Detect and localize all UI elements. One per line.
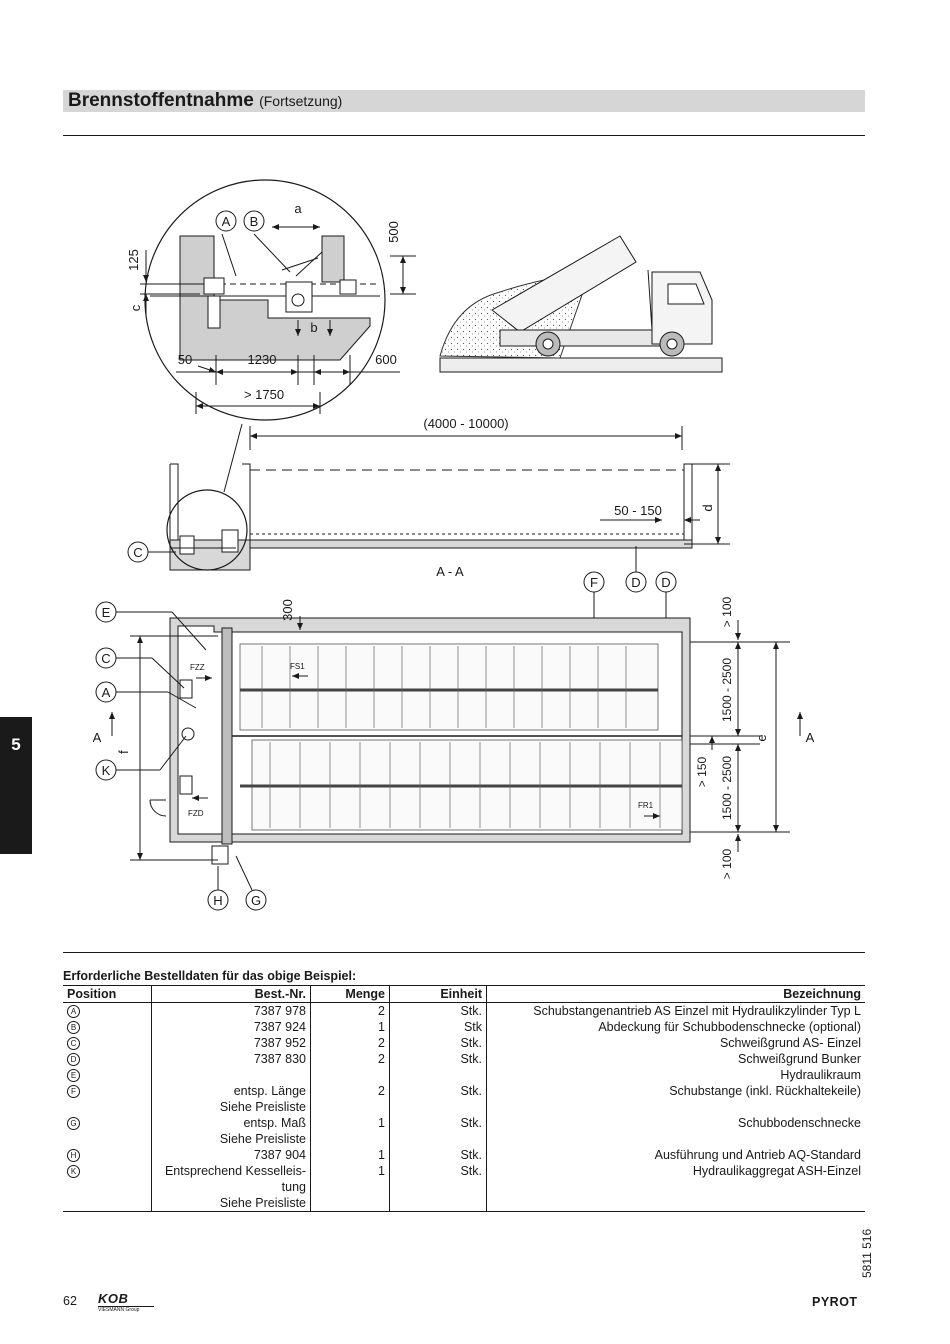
row-best-nr: Siehe Preisliste [152, 1099, 311, 1115]
row-best-nr: 7387 978 [152, 1003, 311, 1020]
row-bezeichnung: Schubstangenantrieb AS Einzel mit Hydraulikzylinder Typ L [487, 1003, 866, 1020]
table-row [63, 1083, 865, 1099]
svg-text:D: D [631, 575, 641, 590]
row-menge [311, 1179, 390, 1195]
svg-text:B: B [249, 214, 259, 229]
table-top-rule [63, 952, 865, 953]
section-mark-right: A [805, 730, 815, 745]
svg-text:E: E [101, 605, 111, 620]
row-einheit: Stk. [390, 1003, 487, 1020]
marker-b-top [244, 211, 264, 231]
row-position [63, 1003, 152, 1020]
row-menge [311, 1067, 390, 1083]
page-number: 62 [63, 1294, 77, 1308]
table-row [63, 1051, 865, 1067]
dim-f: f [116, 750, 131, 754]
row-position [63, 1051, 152, 1067]
row-best-nr: Siehe Preisliste [152, 1131, 311, 1147]
table-row [63, 1163, 865, 1179]
svg-text:A: A [101, 685, 111, 700]
row-einheit: Stk. [390, 1035, 487, 1051]
row-einheit [390, 1195, 487, 1212]
order-table [63, 985, 865, 1212]
svg-text:C: C [101, 651, 111, 666]
marker-f [584, 572, 604, 592]
row-menge: 1 [311, 1019, 390, 1035]
dim-range-length: (4000 - 10000) [423, 416, 509, 431]
flow-label-fs1: FS1 [290, 662, 305, 671]
svg-text:G: G [250, 893, 262, 908]
marker-k [96, 760, 116, 780]
dim-600: 600 [375, 352, 397, 367]
position-marker: K [67, 1165, 80, 1178]
table-row [63, 1019, 865, 1035]
row-best-nr: 7387 904 [152, 1147, 311, 1163]
brand-name: PYROT [812, 1295, 858, 1309]
marker-c-section [128, 542, 148, 562]
marker-e [96, 602, 116, 622]
svg-text:F: F [590, 575, 598, 590]
row-menge [311, 1099, 390, 1115]
svg-text:H: H [213, 893, 223, 908]
svg-text:K: K [101, 763, 111, 778]
dim-e: e [754, 734, 769, 742]
table-row [63, 1115, 865, 1131]
row-einheit: Stk [390, 1019, 487, 1035]
position-marker: A [67, 1005, 80, 1018]
row-best-nr: Siehe Preisliste [152, 1195, 311, 1212]
row-menge: 2 [311, 1051, 390, 1067]
order-caption: Erforderliche Bestelldaten für das obige Beispiel: [63, 969, 357, 983]
row-bezeichnung [487, 1179, 866, 1195]
row-position [63, 1035, 152, 1051]
dim-d: d [700, 504, 715, 512]
section-label: A - A [436, 564, 464, 579]
row-einheit: Stk. [390, 1083, 487, 1099]
page-title-main: Brennstoffentnahme [68, 90, 254, 111]
position-marker: H [67, 1149, 80, 1162]
dim-gt150: > 150 [695, 756, 709, 788]
table-row [63, 1131, 865, 1147]
dim-1500-2500-top: 1500 - 2500 [720, 657, 734, 723]
row-bezeichnung: Schubbodenschnecke [487, 1115, 866, 1131]
flow-label-fr1: FR1 [638, 801, 654, 810]
flow-label-fzz: FZZ [190, 663, 205, 672]
col-bezeichnung: Bezeichnung [487, 986, 866, 1003]
row-position [63, 1115, 152, 1131]
marker-h [208, 890, 228, 910]
table-row [63, 1067, 865, 1083]
row-bezeichnung: Schweißgrund Bunker [487, 1051, 866, 1067]
table-row [63, 1147, 865, 1163]
row-menge [311, 1195, 390, 1212]
col-best-nr: Best.-Nr. [152, 986, 311, 1003]
row-bezeichnung: Schweißgrund AS- Einzel [487, 1035, 866, 1051]
row-einheit [390, 1131, 487, 1147]
marker-d-2 [656, 572, 676, 592]
document-number: 5811 516 [860, 1228, 874, 1278]
row-position [63, 1163, 152, 1179]
svg-text:C: C [133, 545, 143, 560]
table-row [63, 1035, 865, 1051]
marker-c-plan [96, 648, 116, 668]
chapter-number: 5 [11, 735, 21, 754]
dim-50: 50 [177, 352, 193, 367]
dim-c: c [128, 304, 143, 312]
row-position [63, 1147, 152, 1163]
table-row [63, 1179, 865, 1195]
row-bezeichnung [487, 1099, 866, 1115]
dim-1500-2500-bottom: 1500 - 2500 [720, 755, 734, 821]
row-menge: 1 [311, 1115, 390, 1131]
row-einheit: Stk. [390, 1115, 487, 1131]
dim-b: b [310, 320, 318, 335]
row-best-nr: entsp. Maß [152, 1115, 311, 1131]
position-marker: E [67, 1069, 80, 1082]
table-row [63, 1195, 865, 1212]
row-position [63, 1067, 152, 1083]
position-marker: C [67, 1037, 80, 1050]
row-best-nr: 7387 924 [152, 1019, 311, 1035]
row-einheit [390, 1067, 487, 1083]
row-menge: 1 [311, 1163, 390, 1179]
col-position: Position [63, 986, 152, 1003]
dim-gt1750: > 1750 [243, 387, 285, 402]
row-menge: 2 [311, 1003, 390, 1020]
kob-logo-text: KOB [98, 1291, 129, 1306]
dim-1230: 1230 [247, 352, 277, 367]
position-marker: B [67, 1021, 80, 1034]
row-bezeichnung: Schubstange (inkl. Rückhaltekeile) [487, 1083, 866, 1099]
row-menge [311, 1131, 390, 1147]
flow-label-fzd: FZD [188, 809, 204, 818]
dim-gt100-top: > 100 [720, 596, 734, 628]
row-position [63, 1179, 152, 1195]
row-menge: 2 [311, 1035, 390, 1051]
detail-circle [140, 180, 416, 420]
row-bezeichnung: Hydraulikaggregat ASH-Einzel [487, 1163, 866, 1179]
section-mark-left: A [92, 730, 102, 745]
row-best-nr: Entsprechend Kesselleis- [152, 1163, 311, 1179]
row-best-nr: 7387 952 [152, 1035, 311, 1051]
row-bezeichnung [487, 1131, 866, 1147]
row-menge: 1 [311, 1147, 390, 1163]
col-menge: Menge [311, 986, 390, 1003]
row-position [63, 1083, 152, 1099]
order-table-header [63, 986, 865, 1003]
col-einheit: Einheit [390, 986, 487, 1003]
position-marker: F [67, 1085, 80, 1098]
position-marker: D [67, 1053, 80, 1066]
row-einheit [390, 1099, 487, 1115]
row-bezeichnung: Ausführung und Antrieb AQ-Standard [487, 1147, 866, 1163]
row-position [63, 1195, 152, 1212]
row-best-nr: 7387 830 [152, 1051, 311, 1067]
row-best-nr [152, 1067, 311, 1083]
row-menge: 2 [311, 1083, 390, 1099]
plan-view [112, 612, 800, 890]
row-best-nr: tung [152, 1179, 311, 1195]
svg-text:D: D [661, 575, 671, 590]
dim-a: a [294, 201, 302, 216]
row-einheit: Stk. [390, 1147, 487, 1163]
row-einheit: Stk. [390, 1051, 487, 1067]
row-best-nr: entsp. Länge [152, 1083, 311, 1099]
marker-d-1 [626, 572, 646, 592]
dim-gt100-bottom: > 100 [720, 848, 734, 880]
row-einheit [390, 1179, 487, 1195]
dim-125: 125 [126, 249, 141, 271]
page-title-sub: (Fortsetzung) [259, 93, 343, 109]
row-position [63, 1131, 152, 1147]
marker-a-plan [96, 682, 116, 702]
table-row [63, 1099, 865, 1115]
marker-a-top [216, 211, 236, 231]
row-bezeichnung [487, 1195, 866, 1212]
kob-logo-group: VIESMANN Group [98, 1307, 140, 1313]
kob-logo [98, 1292, 154, 1314]
row-einheit: Stk. [390, 1163, 487, 1179]
dim-range-gap: 50 - 150 [614, 503, 662, 518]
marker-g [246, 890, 266, 910]
row-bezeichnung: Abdeckung für Schubbodenschnecke (optional) [487, 1019, 866, 1035]
row-bezeichnung: Hydraulikraum [487, 1067, 866, 1083]
row-position [63, 1019, 152, 1035]
dim-300: 300 [280, 599, 295, 621]
position-marker: G [67, 1117, 80, 1130]
row-position [63, 1099, 152, 1115]
section-view [167, 424, 730, 570]
truck-illustration [440, 236, 722, 372]
dim-500: 500 [386, 221, 401, 243]
svg-text:A: A [221, 214, 231, 229]
table-row [63, 1003, 865, 1020]
